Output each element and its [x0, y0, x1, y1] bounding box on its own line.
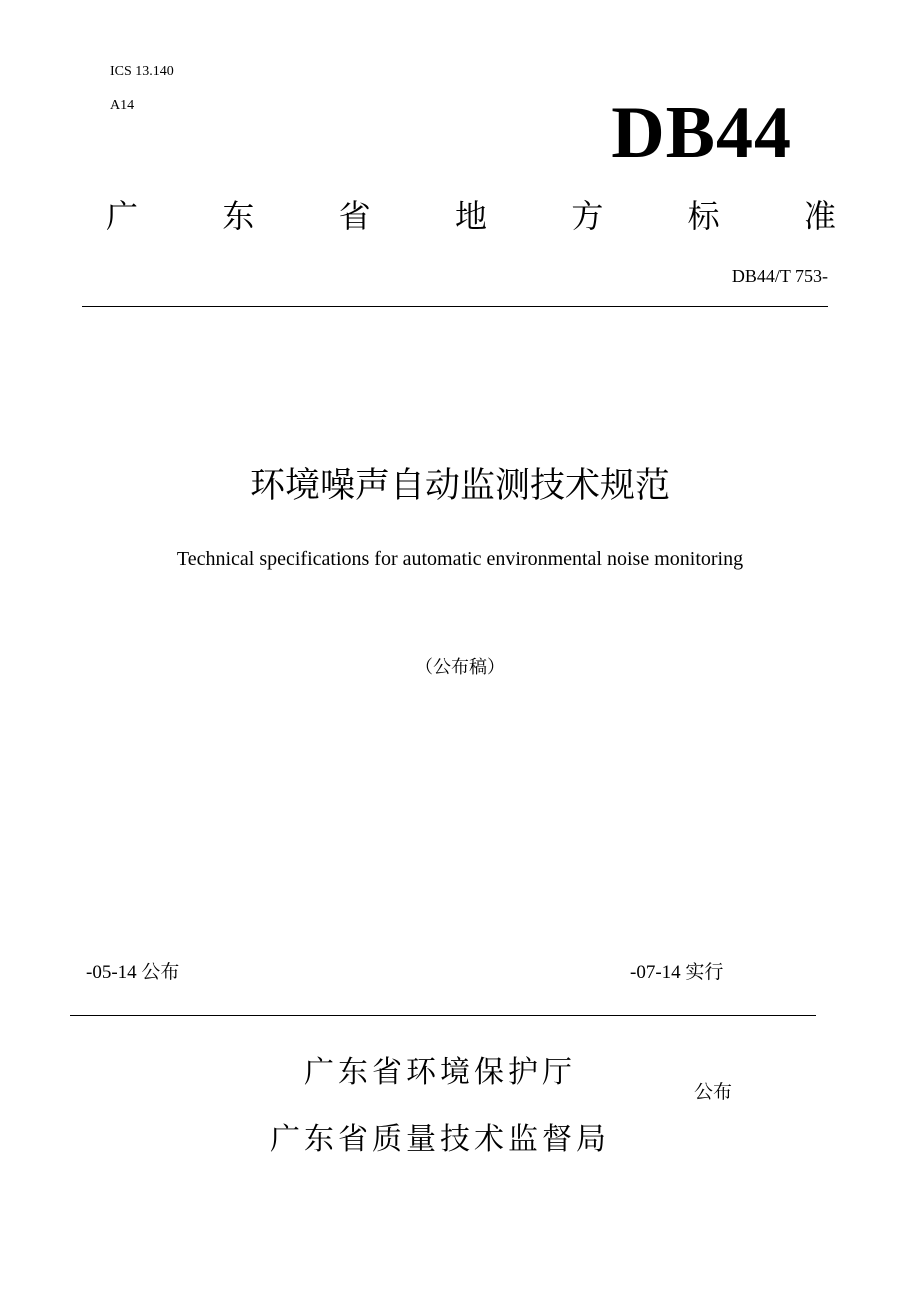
standard-type-title	[106, 191, 836, 237]
publish-date: -05-14 公布	[86, 962, 180, 983]
db44-logo: DB44	[611, 92, 792, 174]
standard-type-char: 东	[222, 197, 255, 235]
standard-code: DB44/T 753-	[731, 266, 828, 286]
issuer-quality-bureau: 广东省质量技术监督局	[270, 1122, 610, 1157]
draft-label: （公布稿）	[415, 657, 505, 678]
ics-code: ICS 13.140	[110, 64, 174, 79]
document-title-zh: 环境噪声自动监测技术规范	[249, 466, 670, 506]
publish-label: 公布	[694, 1081, 733, 1103]
standard-type-char: 标	[687, 197, 720, 235]
standard-type-char: 地	[454, 197, 487, 235]
standard-type-char: 省	[338, 197, 371, 235]
issuer-environment-department: 广东省环境保护厅	[304, 1055, 576, 1090]
standard-type-char: 广	[106, 197, 139, 235]
top-divider	[82, 306, 828, 307]
implementation-date: -07-14 实行	[630, 962, 724, 983]
standard-type-char: 方	[571, 197, 604, 235]
document-title-en: Technical specifications for automatic environmental noise monitoring	[176, 548, 744, 570]
classification-code: A14	[110, 98, 135, 113]
bottom-divider	[70, 1015, 816, 1016]
standard-type-char: 准	[803, 197, 836, 235]
